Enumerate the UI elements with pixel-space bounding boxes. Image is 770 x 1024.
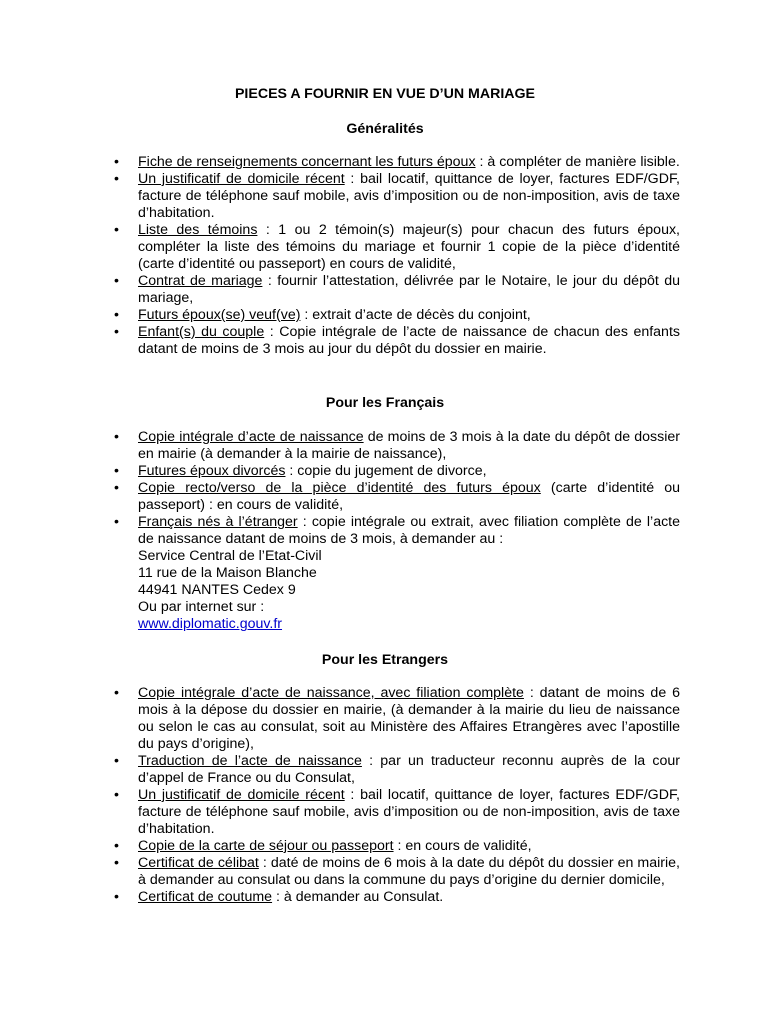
list-item — [110, 463, 680, 480]
item-title: Copie recto/verso de la pièce d’identité des futurs époux — [138, 480, 541, 496]
item-text: : fournir l’attestation, délivrée par le Notaire, le jour du dépôt du mariage, — [138, 273, 680, 306]
etrangers-list — [110, 685, 680, 906]
list-item — [110, 787, 680, 838]
section-heading-francais: Pour les Français — [325, 395, 445, 411]
item-title: Un justificatif de domicile récent — [138, 171, 345, 187]
address-internet-label: Ou par internet sur : — [138, 599, 265, 615]
item-title: Certificat de célibat — [138, 855, 259, 871]
item-title: Traduction de l’acte de naissance — [138, 753, 362, 769]
item-title: Futurs époux(se) veuf(ve) — [138, 307, 301, 323]
item-title: Enfant(s) du couple — [138, 324, 265, 340]
list-item — [110, 429, 680, 463]
item-title: Fiche de renseignements concernant les futurs époux — [138, 154, 476, 170]
diplomatic-link[interactable]: www.diplomatic.gouv.fr — [138, 616, 283, 632]
item-title: Un justificatif de domicile récent — [138, 787, 345, 803]
item-text: : bail locatif, quittance de loyer, factures EDF/GDF, facture de téléphone sauf mobile, avis d’imposition ou de non-imposition, avis de taxe d’habitation. — [138, 171, 680, 221]
list-item — [110, 753, 680, 787]
item-title: Liste des témoins — [138, 222, 258, 238]
list-item — [110, 222, 680, 273]
address-street: 11 rue de la Maison Blanche — [138, 565, 317, 581]
item-text: : datant de moins de 6 mois à la dépose du dossier en mairie, (à demander à la mairie du lieu de naissance ou selon le cas au consulat, soit au Ministère des Affaires Etrangères avec l’apostille du pays d’origine), — [138, 685, 680, 752]
item-title: Futures époux divorcés — [138, 463, 286, 479]
generalites-list — [110, 154, 680, 358]
document-title: PIECES A FOURNIR EN VUE D’UN MARIAGE — [234, 86, 536, 102]
list-item — [110, 855, 680, 889]
item-text: : par un traducteur reconnu auprès de la cour d’appel de France ou du Consulat, — [138, 753, 680, 786]
item-text: de moins de 3 mois à la date du dépôt de dossier en mairie (à demander à la mairie de naissance), — [138, 429, 680, 462]
address-city: 44941 NANTES Cedex 9 — [138, 582, 296, 598]
section-heading-generalites: Généralités — [346, 121, 424, 137]
item-title: Français nés à l’étranger — [138, 514, 298, 530]
item-text: : daté de moins de 6 mois à la date du dépôt du dossier en mairie, à demander au consulat ou dans la commune du pays d’origine du dernier domicile, — [138, 855, 680, 888]
list-item — [110, 480, 680, 514]
item-text: : à compléter de manière lisible. — [475, 154, 680, 170]
item-text: : en cours de validité, — [393, 838, 532, 854]
francais-list — [110, 429, 680, 633]
list-item — [110, 324, 680, 358]
item-text: : copie du jugement de divorce, — [285, 463, 487, 479]
item-text: : à demander au Consulat. — [272, 889, 444, 905]
item-title: Copie intégrale d’acte de naissance, avec filiation complète — [138, 685, 524, 701]
list-item — [110, 171, 680, 222]
list-item — [110, 685, 680, 753]
item-title: Contrat de mariage — [138, 273, 263, 289]
list-item — [110, 889, 680, 906]
item-title: Copie de la carte de séjour ou passeport — [138, 838, 394, 854]
address-service: Service Central de l’Etat-Civil — [138, 548, 322, 564]
list-item — [110, 838, 680, 855]
item-text: : Copie intégrale de l’acte de naissance de chacun des enfants datant de moins de 3 mois au jour du dépôt du dossier en mairie. — [138, 324, 680, 357]
item-text: : copie intégrale ou extrait, avec filiation complète de l’acte de naissance datant de moins de 3 mois, à demander au : — [138, 514, 681, 547]
item-text: : extrait d’acte de décès du conjoint, — [300, 307, 531, 323]
item-title: Certificat de coutume — [138, 889, 273, 905]
item-text: : 1 ou 2 témoin(s) majeur(s) pour chacun des futurs époux, compléter la liste des témoins du mariage et fournir 1 copie de la pièce d’identité (carte d’identité ou passeport) en cours de validité, — [138, 222, 680, 272]
list-item — [110, 273, 680, 307]
item-text: (carte d’identité ou passeport) : en cours de validité, — [138, 480, 680, 513]
section-heading-etrangers: Pour les Etrangers — [321, 652, 449, 668]
list-item — [110, 154, 680, 171]
list-item — [110, 514, 680, 633]
item-text: : bail locatif, quittance de loyer, factures EDF/GDF, facture de téléphone sauf mobile, avis d’imposition ou de non-imposition, avis de taxe d’habitation. — [138, 787, 680, 837]
list-item — [110, 307, 680, 324]
item-title: Copie intégrale d’acte de naissance — [138, 429, 364, 445]
